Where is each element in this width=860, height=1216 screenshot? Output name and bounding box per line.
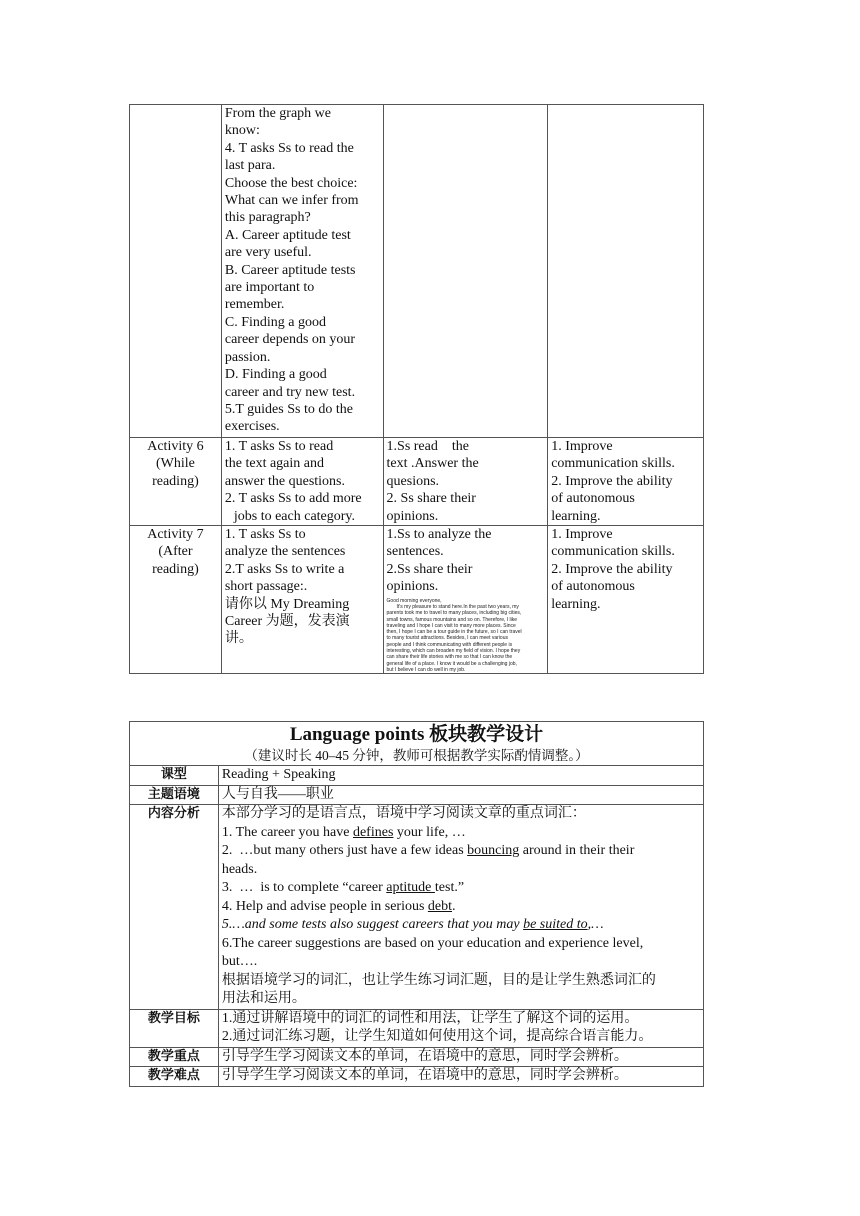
- row-value: 引导学生学习阅读文本的单词，在语境中的意思，同时学会辨析。: [218, 1047, 703, 1067]
- speech-line: can share their life stories with me so that I can know the: [386, 654, 513, 661]
- teacher-line: Career 为题，发表演: [224, 614, 350, 630]
- student-line: 2. Ss share their: [386, 491, 476, 507]
- procedure-line: From the graph we: [224, 106, 332, 121]
- student-line: quesions.: [386, 473, 440, 489]
- table-row: [130, 438, 704, 526]
- content-summary-cont: 用法和运用。: [221, 991, 306, 1006]
- activity-label-cell: [130, 526, 222, 674]
- purpose-line: of autonomous: [551, 491, 635, 507]
- speech-line: then, I hope I can be a tour guide in the future, so I can travel: [386, 629, 522, 636]
- procedure-line: B. Career aptitude tests: [224, 262, 356, 278]
- purpose-line: 2. Improve the ability: [551, 473, 673, 489]
- student-line: sentences.: [386, 544, 444, 560]
- teacher-line: 2. T asks Ss to add more: [224, 491, 362, 507]
- activity-label-line: Activity 6: [147, 439, 204, 454]
- table-row: [130, 1047, 704, 1067]
- table-row: [130, 766, 704, 786]
- teacher-line: 1. T asks Ss to: [224, 527, 306, 543]
- language-points-table: [129, 721, 704, 1087]
- example-1: 1. The career you have defines your life, …: [221, 824, 466, 840]
- activity-cell: [130, 105, 222, 438]
- speech-line: general life of a place. I know it would be a challenging job,: [386, 660, 517, 667]
- teacher-line: short passage:.: [224, 579, 308, 595]
- example-2: 2. …but many others just have a few ideas bouncing around in their their: [221, 843, 635, 858]
- speech-line: It's my pleasure to stand here.In the past two years, my: [396, 603, 519, 610]
- procedure-line: this paragraph?: [224, 210, 311, 226]
- content-intro: 本部分学习的是语言点，语境中学习阅读文章的重点词汇：: [221, 806, 586, 821]
- teacher-line: the text again and: [224, 456, 324, 472]
- table-row: [130, 1067, 704, 1087]
- example-6: 6.The career suggestions are based on your education and experience level,: [221, 935, 644, 951]
- speech-line: Good morning everyone,: [386, 597, 442, 604]
- activity-label-line: (While: [155, 456, 195, 472]
- procedure-line: know:: [224, 123, 260, 139]
- speech-line: parents took me to travel to many places, including big cities,: [386, 610, 522, 617]
- student-activity-cell: [383, 438, 548, 526]
- purpose-line: 2. Improve the ability: [551, 561, 673, 577]
- title-row: [130, 722, 704, 766]
- purpose-cell: [548, 438, 704, 526]
- student-line: 2.Ss share their: [386, 561, 473, 577]
- procedure-line: A. Career aptitude test: [224, 227, 351, 243]
- procedure-line: exercises.: [224, 419, 280, 435]
- row-value: Reading + Speaking: [218, 766, 703, 786]
- content-summary: 根据语境学习的词汇，也让学生练习词汇题，目的是让学生熟悉词汇的: [221, 972, 656, 988]
- procedure-line: Choose the best choice:: [224, 175, 358, 191]
- teacher-line: 1. T asks Ss to read: [224, 439, 334, 454]
- row-label: 主题语境: [130, 785, 219, 805]
- purpose-line: communication skills.: [551, 456, 675, 472]
- student-activity-cell: [383, 105, 548, 438]
- activity-label-line: reading): [152, 561, 199, 577]
- procedure-line: are very useful.: [224, 245, 312, 261]
- table-row: [130, 105, 704, 438]
- page-title: Language points 板块教学设计: [289, 724, 544, 745]
- teacher-activity-cell: [221, 105, 383, 438]
- student-line: 1.Ss to analyze the: [386, 527, 492, 543]
- teacher-line: 讲。: [224, 631, 253, 647]
- procedure-line: D. Finding a good: [224, 367, 327, 383]
- table-row: [130, 526, 704, 674]
- speech-line: but I believe I can do well in my job.: [386, 666, 466, 673]
- activity-label-line: (After: [158, 544, 193, 560]
- student-activity-cell: [383, 526, 548, 674]
- row-value: 人与自我——职业: [218, 785, 703, 805]
- example-4: 4. Help and advise people in serious debt.: [221, 898, 456, 914]
- procedure-line: C. Finding a good: [224, 314, 326, 330]
- procedure-line: 5.T guides Ss to do the: [224, 401, 353, 417]
- procedure-line: 4. T asks Ss to read the: [224, 140, 354, 156]
- content-analysis-cell: [218, 805, 703, 1010]
- procedure-line: career depends on your: [224, 332, 356, 348]
- teacher-line: 请你以 My Dreaming: [224, 596, 350, 612]
- teacher-activity-cell: [221, 438, 383, 526]
- example-5: 5.…and some tests also suggest careers that you may be suited to,…: [221, 917, 604, 932]
- sample-speech-image: [387, 598, 545, 674]
- purpose-line: learning.: [551, 508, 601, 524]
- student-line: text .Answer the: [386, 456, 479, 472]
- teacher-line: jobs to each category.: [233, 508, 356, 524]
- speech-line: to many tourist attractions. Besides, I can meet various: [386, 635, 508, 642]
- activity-label-line: reading): [152, 473, 199, 489]
- title-cell: [130, 722, 704, 766]
- student-line: opinions.: [386, 579, 439, 595]
- table-row: [130, 1009, 704, 1047]
- procedure-line: last para.: [224, 158, 276, 174]
- row-label: 教学重点: [130, 1047, 219, 1067]
- purpose-line: learning.: [551, 596, 601, 612]
- table-row: [130, 805, 704, 1010]
- example-2-cont: heads.: [221, 861, 258, 877]
- row-label: 教学难点: [130, 1067, 219, 1087]
- teacher-line: 2.T asks Ss to write a: [224, 561, 345, 577]
- activity-label-line: Activity 7: [147, 527, 204, 543]
- teacher-activity-cell: [221, 526, 383, 674]
- procedure-line: are important to: [224, 280, 315, 296]
- activity-table: [129, 104, 704, 674]
- row-value: [218, 1009, 703, 1047]
- procedure-line: passion.: [224, 349, 271, 365]
- student-line: 1.Ss read the: [386, 439, 469, 454]
- teacher-line: analyze the sentences: [224, 544, 346, 560]
- purpose-line: of autonomous: [551, 579, 635, 595]
- purpose-cell: [548, 105, 704, 438]
- purpose-line: 1. Improve: [551, 439, 613, 454]
- speech-line: people and I think communicating with different people is: [386, 641, 513, 648]
- speech-line: traveling and I hope I can visit to many more places. Since: [386, 622, 516, 629]
- row-label: 教学目标: [130, 1009, 219, 1047]
- page-subtitle: （建议时长 40–45 分钟，教师可根据教学实际酌情调整。）: [244, 748, 589, 763]
- table-row: [130, 785, 704, 805]
- procedure-line: remember.: [224, 297, 285, 313]
- procedure-line: career and try new test.: [224, 384, 356, 400]
- purpose-cell: [548, 526, 704, 674]
- row-label: 内容分析: [130, 805, 219, 1010]
- row-label: 课型: [130, 766, 219, 786]
- speech-line: interesting, which can broaden my field of vision. I hope they: [386, 648, 521, 655]
- teacher-line: answer the questions.: [224, 473, 346, 489]
- example-3: 3. … is to complete “career aptitude test.”: [221, 880, 465, 895]
- speech-line: small towns, famous mountains and so on. Therefore, I like: [386, 616, 518, 623]
- purpose-line: communication skills.: [551, 544, 675, 560]
- purpose-line: 1. Improve: [551, 527, 613, 543]
- procedure-line: What can we infer from: [224, 193, 359, 209]
- activity-label-cell: [130, 438, 222, 526]
- example-6-cont: but….: [221, 954, 258, 969]
- goal-2: 2.通过词汇练习题，让学生知道如何使用这个词，提高综合语言能力。: [221, 1029, 653, 1044]
- student-line: opinions.: [386, 508, 439, 524]
- row-value: 引导学生学习阅读文本的单词，在语境中的意思，同时学会辨析。: [218, 1067, 703, 1087]
- goal-1: 1.通过讲解语境中的词汇的词性和用法，让学生了解这个词的运用。: [221, 1010, 639, 1026]
